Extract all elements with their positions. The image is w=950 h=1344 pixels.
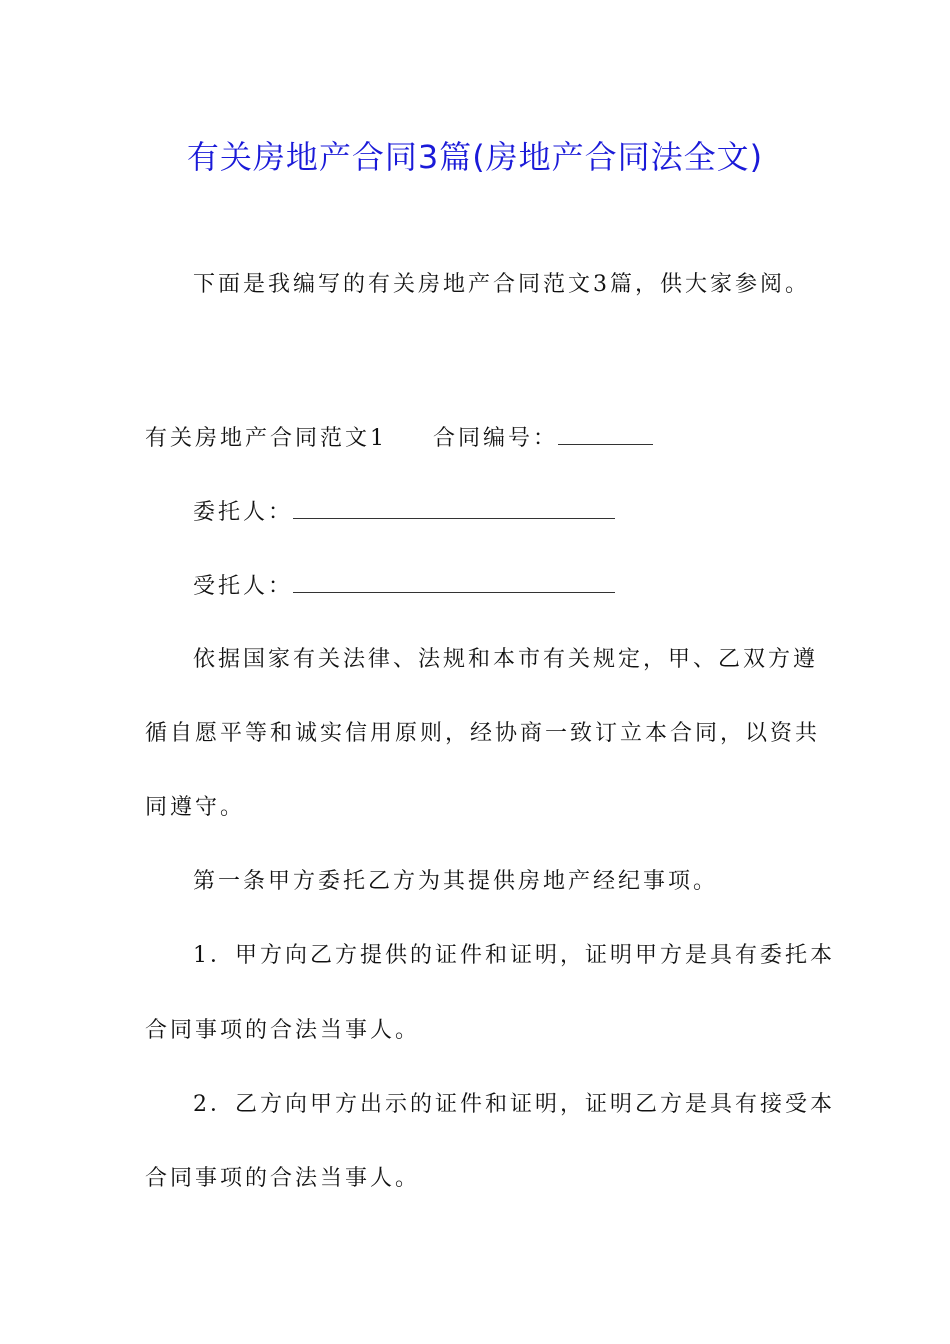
- contract-number-blank: [558, 422, 653, 445]
- item-1-line: 1．甲方向乙方提供的证件和证明，证明甲方是具有委托本: [193, 943, 835, 968]
- contract-header-row: [145, 422, 653, 454]
- section-heading: 有关房地产合同范文1: [145, 426, 387, 451]
- document-title: 有关房地产合同3篇(房地产合同法全文): [186, 138, 764, 176]
- item-2-line: 合同事项的合法当事人。: [145, 1166, 421, 1191]
- agent-row: [193, 570, 615, 602]
- paragraph-line: 依据国家有关法律、法规和本市有关规定，甲、乙双方遵: [193, 647, 819, 672]
- paragraph-line: 循自愿平等和诚实信用原则，经协商一致订立本合同，以资共: [145, 721, 821, 746]
- principal-blank: [293, 496, 615, 519]
- principal-row: [193, 496, 615, 528]
- item-1-line: 合同事项的合法当事人。: [145, 1018, 421, 1043]
- item-2-line: 2．乙方向甲方出示的证件和证明，证明乙方是具有接受本: [193, 1092, 835, 1117]
- paragraph-line: 同遵守。: [145, 795, 246, 820]
- agent-blank: [293, 570, 615, 593]
- agent-label: 受托人：: [193, 574, 294, 599]
- principal-label: 委托人：: [193, 500, 294, 525]
- intro-paragraph: 下面是我编写的有关房地产合同范文3篇，供大家参阅。: [193, 272, 810, 297]
- contract-number-label: 合同编号：: [433, 426, 559, 451]
- article-1: 第一条甲方委托乙方为其提供房地产经纪事项。: [193, 869, 719, 894]
